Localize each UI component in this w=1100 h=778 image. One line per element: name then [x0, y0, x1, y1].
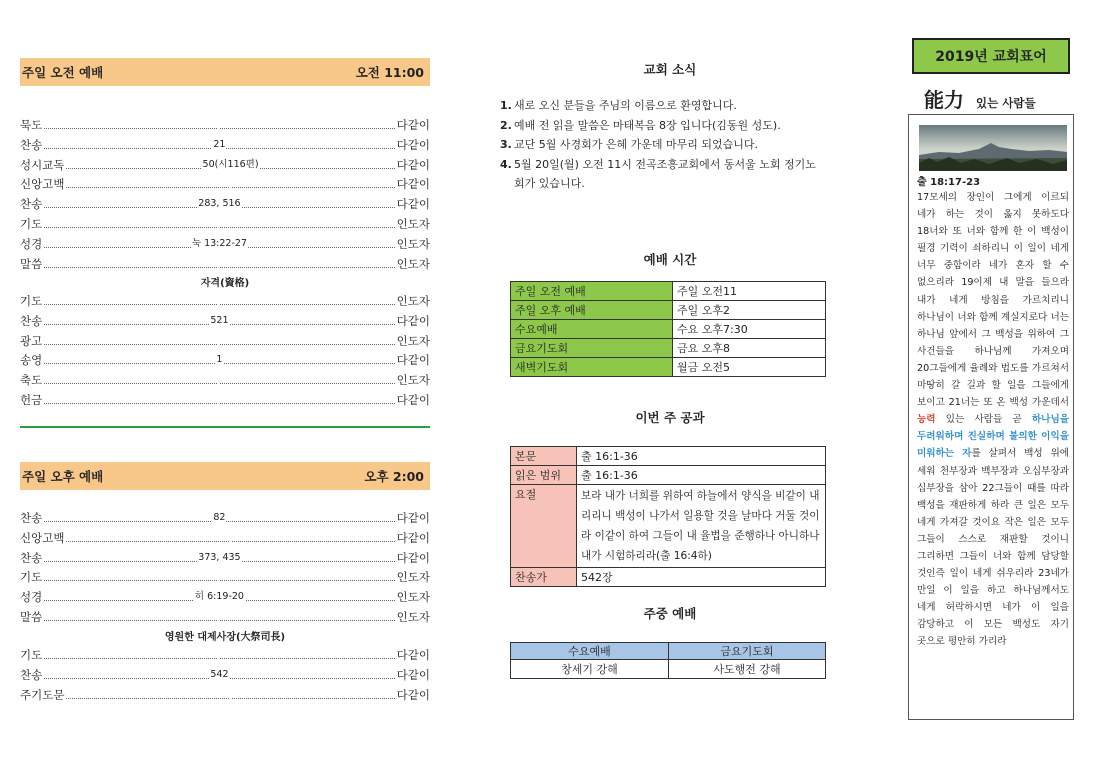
order-of-worship-panel — [20, 0, 430, 778]
dot-leader — [44, 354, 394, 366]
motto-sub: 있는 사람들 — [976, 96, 1036, 110]
dot-leader — [44, 227, 394, 228]
order-item-detail: 히 6:19-20 — [194, 591, 244, 603]
schedule-title: 예배 시간 — [643, 252, 697, 267]
order-item-name: 말씀 — [20, 610, 43, 624]
dot-leader — [44, 128, 394, 129]
dot-leader — [44, 580, 394, 581]
dot-leader — [44, 668, 394, 680]
section-divider — [20, 426, 430, 428]
order-item-name: 주기도문 — [20, 687, 65, 702]
dot-leader — [44, 304, 394, 305]
order-item-detail — [230, 689, 232, 700]
dot-leader — [44, 344, 394, 345]
morning-service-title: 주일 오전 예배 — [22, 65, 104, 80]
service-order-row — [20, 311, 430, 329]
order-item-detail — [218, 571, 220, 582]
service-order-row — [20, 370, 430, 388]
motto-heading — [924, 84, 1036, 113]
order-item-detail — [230, 178, 232, 189]
service-order-row — [20, 665, 430, 683]
table-row: 주일 오후 예배 주일 오후2 — [511, 301, 826, 320]
service-order-row — [20, 587, 430, 605]
midweek-title: 주중 예배 — [643, 606, 697, 621]
service-order-row — [20, 645, 430, 663]
service-order-row — [20, 214, 430, 232]
table-row: 찬송가 542장 — [511, 568, 826, 587]
dot-leader — [44, 591, 394, 603]
order-item-role: 인도자 — [396, 217, 430, 231]
order-item-role: 다같이 — [396, 313, 430, 328]
table-row: 본문 출 16:1-36 — [511, 447, 826, 466]
order-item-role: 인도자 — [396, 610, 430, 624]
order-item-role: 다같이 — [396, 530, 430, 545]
dot-leader — [44, 658, 394, 659]
order-item-detail: 373, 435 — [198, 551, 241, 563]
order-item-detail: 521 — [210, 314, 229, 326]
order-item-name: 송영 — [20, 353, 43, 368]
order-item-detail: 21 — [213, 138, 226, 150]
order-item-detail — [218, 335, 220, 346]
service-order-row — [20, 194, 430, 212]
morning-service-header — [20, 58, 430, 86]
news-list — [500, 96, 840, 194]
order-item-role: 다같이 — [396, 157, 430, 172]
dot-leader — [66, 158, 394, 170]
order-item-name: 신앙고백 — [20, 530, 65, 545]
lesson-table — [510, 446, 826, 587]
afternoon-service-title: 주일 오후 예배 — [22, 469, 104, 484]
news-title: 교회 소식 — [643, 62, 697, 77]
order-item-name: 헌금 — [20, 393, 43, 407]
order-item-name: 성경 — [20, 590, 43, 605]
verse-box — [908, 114, 1074, 720]
lesson-title: 이번 주 공과 — [635, 410, 705, 425]
dot-leader — [66, 187, 394, 188]
order-item-role: 인도자 — [396, 570, 430, 585]
service-order-row — [20, 234, 430, 252]
order-item-role: 인도자 — [396, 590, 430, 605]
service-order-row — [20, 331, 430, 349]
order-item-role: 인도자 — [396, 256, 430, 271]
schedule-table — [510, 281, 826, 377]
dot-leader — [44, 138, 394, 150]
table-row: 주일 오전 예배 주일 오전11 — [511, 282, 826, 301]
midweek-table — [510, 642, 826, 679]
order-item-role: 인도자 — [396, 373, 430, 388]
order-item-name: 기도 — [20, 294, 43, 308]
service-order-row — [20, 174, 430, 192]
motto-main: 能力 — [924, 88, 964, 112]
order-item-role: 다같이 — [396, 393, 430, 407]
dot-leader — [44, 551, 394, 563]
dot-leader — [66, 698, 394, 699]
order-item-name: 찬송 — [20, 137, 43, 152]
order-item-detail — [218, 295, 220, 306]
order-item-detail: 283, 516 — [198, 198, 241, 210]
service-order-row — [20, 254, 430, 272]
highlight-ability: 능력 — [917, 414, 936, 426]
order-item-role: 인도자 — [396, 236, 430, 251]
mountain-landscape-image — [919, 125, 1067, 171]
service-order-row — [20, 135, 430, 153]
morning-service-time: 오전 11:00 — [355, 65, 424, 80]
dot-leader — [44, 314, 394, 326]
afternoon-service-time: 오후 2:00 — [364, 469, 424, 484]
order-item-name: 광고 — [20, 333, 43, 348]
order-item-name: 찬송 — [20, 511, 43, 525]
order-item-role: 인도자 — [396, 333, 430, 348]
order-item-detail: 542 — [210, 668, 229, 680]
service-order-row — [20, 291, 430, 309]
news-item: 1. 새로 오신 분들을 주님의 이름으로 환영합니다. — [500, 99, 737, 112]
table-row: 금요기도회 금요 오후8 — [511, 339, 826, 358]
dot-leader — [44, 620, 394, 621]
order-item-role: 다같이 — [396, 648, 430, 662]
service-order-row — [20, 350, 430, 368]
order-item-name: 기도 — [20, 648, 43, 662]
dot-leader — [66, 541, 394, 542]
order-item-detail — [218, 119, 220, 130]
service-order-row — [20, 685, 430, 703]
order-item-name: 신앙고백 — [20, 177, 65, 192]
order-item-detail: 82 — [213, 512, 226, 523]
service-order-row — [20, 115, 430, 133]
order-item-role: 다같이 — [396, 137, 430, 152]
order-item-role: 다같이 — [396, 511, 430, 525]
service-order-row — [20, 548, 430, 566]
order-item-role: 인도자 — [396, 294, 430, 308]
order-item-role: 다같이 — [396, 687, 430, 702]
order-item-name: 찬송 — [20, 667, 43, 682]
service-order-row — [20, 508, 430, 526]
news-item: 2. 예배 전 읽을 말씀은 마태복음 8장 입니다(김동원 성도). — [500, 118, 781, 132]
order-item-role: 다같이 — [396, 353, 430, 368]
order-item-detail — [218, 649, 220, 660]
order-item-detail — [218, 258, 220, 269]
order-item-name: 말씀 — [20, 256, 43, 271]
table-row: 창세기 강해 사도행전 강해 — [511, 660, 826, 679]
news-item: 3. 교단 5월 사경회가 은혜 가운데 마무리 되었습니다. — [500, 138, 758, 151]
order-item-detail — [218, 374, 220, 385]
dot-leader — [44, 237, 394, 249]
verse-reference: 출 18:17-23 — [917, 177, 981, 188]
table-row: 수요예배 수요 오후7:30 — [511, 320, 826, 339]
order-item-role: 다같이 — [396, 197, 430, 212]
order-item-detail — [230, 532, 232, 543]
order-item-role: 다같이 — [396, 177, 430, 192]
order-item-name: 성경 — [20, 236, 43, 251]
highlight-qualities: 하나님을 두려워하며 진실하며 불의한 이익을 미워하는 자 — [917, 414, 1069, 460]
service-order-row — [20, 390, 430, 408]
order-item-role: 다같이 — [396, 118, 430, 132]
year-motto-box: 2019년 교회표어 — [912, 38, 1070, 74]
table-row: 수요예배 금요기도회 — [511, 643, 826, 660]
afternoon-service-header — [20, 462, 430, 490]
dot-leader — [44, 403, 394, 404]
verse-text: 17모세의 장인이 그에게 이르되 네가 하는 것이 옳지 못하도다 18너와 또 너와 함께 한 이 백성이 필경 기력이 쇠하리니 이 일이 네게 너무 중함이라 네가 혼자 할 수 없으리라 19이제 내 말을 들으라 내가 네게 방침을 가르치리니 하나님이 너와 함께 계실지로다 너는 하나님 앞에서 그 백성을 위하여 그 사건들을 하나님께 가져오며 20그들에게 율례와 법도를 가르쳐서 마땅히 갈 길과 할 일을 그들에게 보이고 21너는 또 온 백성 가운데서 능력 있는 사람들 곧 하나님을 두려워하며 진실하며 불의한 이익을 미워하는 자를 살펴서 백성 위에 세워 천부장과 백부장과 오십부장과 십부장을 삼아 22그들이 때를 따라 백성을 재판하게 하라 큰 일은 모두 네게 가져갈 것이요 작은 일은 모두 그들이 스스로 재판할 것이니 그리하면 그들이 너와 함께 담당할 것인즉 일이 네게 쉬우리라 23네가 만일 이 일을 하고 하나님께서도 네게 허락하시면 네가 이 일을 감당하고 이 모든 백성도 자기 곳으로 평안히 가리라 — [917, 192, 1069, 648]
dot-leader — [44, 198, 394, 210]
order-item-detail — [218, 394, 220, 405]
order-item-name: 성시교독 — [20, 157, 65, 172]
order-item-name: 기도 — [20, 217, 43, 231]
order-item-detail: 눅 13:22-27 — [191, 237, 247, 249]
order-item-detail — [218, 611, 220, 622]
order-item-name: 묵도 — [20, 118, 43, 132]
order-item-name: 찬송 — [20, 197, 43, 212]
order-item-name: 축도 — [20, 373, 43, 388]
afternoon-sermon-title: 영원한 대제사장(大祭司長) — [164, 632, 286, 643]
order-item-name: 찬송 — [20, 313, 43, 328]
order-item-name: 찬송 — [20, 550, 43, 565]
order-item-detail — [218, 218, 220, 229]
service-order-row — [20, 155, 430, 173]
service-order-row — [20, 607, 430, 625]
order-item-role: 다같이 — [396, 550, 430, 565]
table-row: 요절 보라 내가 너희를 위하여 하늘에서 양식을 비같이 내리리니 백성이 나가서 일용할 것을 날마다 거둘 것이라 이같이 하여 그들이 내 율법을 준행하나 아니하나 내가 시험하리라(출 16:4하) — [511, 485, 826, 568]
news-item: 4. 5월 20일(월) 오전 11시 전곡조흥교회에서 동서울 노회 정기노회가 있습니다. — [500, 157, 816, 190]
table-row: 새벽기도회 월금 오전5 — [511, 358, 826, 377]
dot-leader — [44, 512, 394, 523]
dot-leader — [44, 383, 394, 384]
dot-leader — [44, 267, 394, 268]
service-order-row — [20, 528, 430, 546]
order-item-role: 다같이 — [396, 667, 430, 682]
order-item-name: 기도 — [20, 570, 43, 585]
service-order-row — [20, 567, 430, 585]
church-info-panel — [480, 0, 860, 778]
order-item-detail: 1 — [216, 354, 223, 366]
motto-panel — [904, 0, 1074, 778]
table-row: 읽은 범위 출 16:1-36 — [511, 466, 826, 485]
order-item-detail: 50(시116편) — [202, 158, 259, 170]
morning-sermon-title: 자격(資格) — [200, 278, 250, 289]
